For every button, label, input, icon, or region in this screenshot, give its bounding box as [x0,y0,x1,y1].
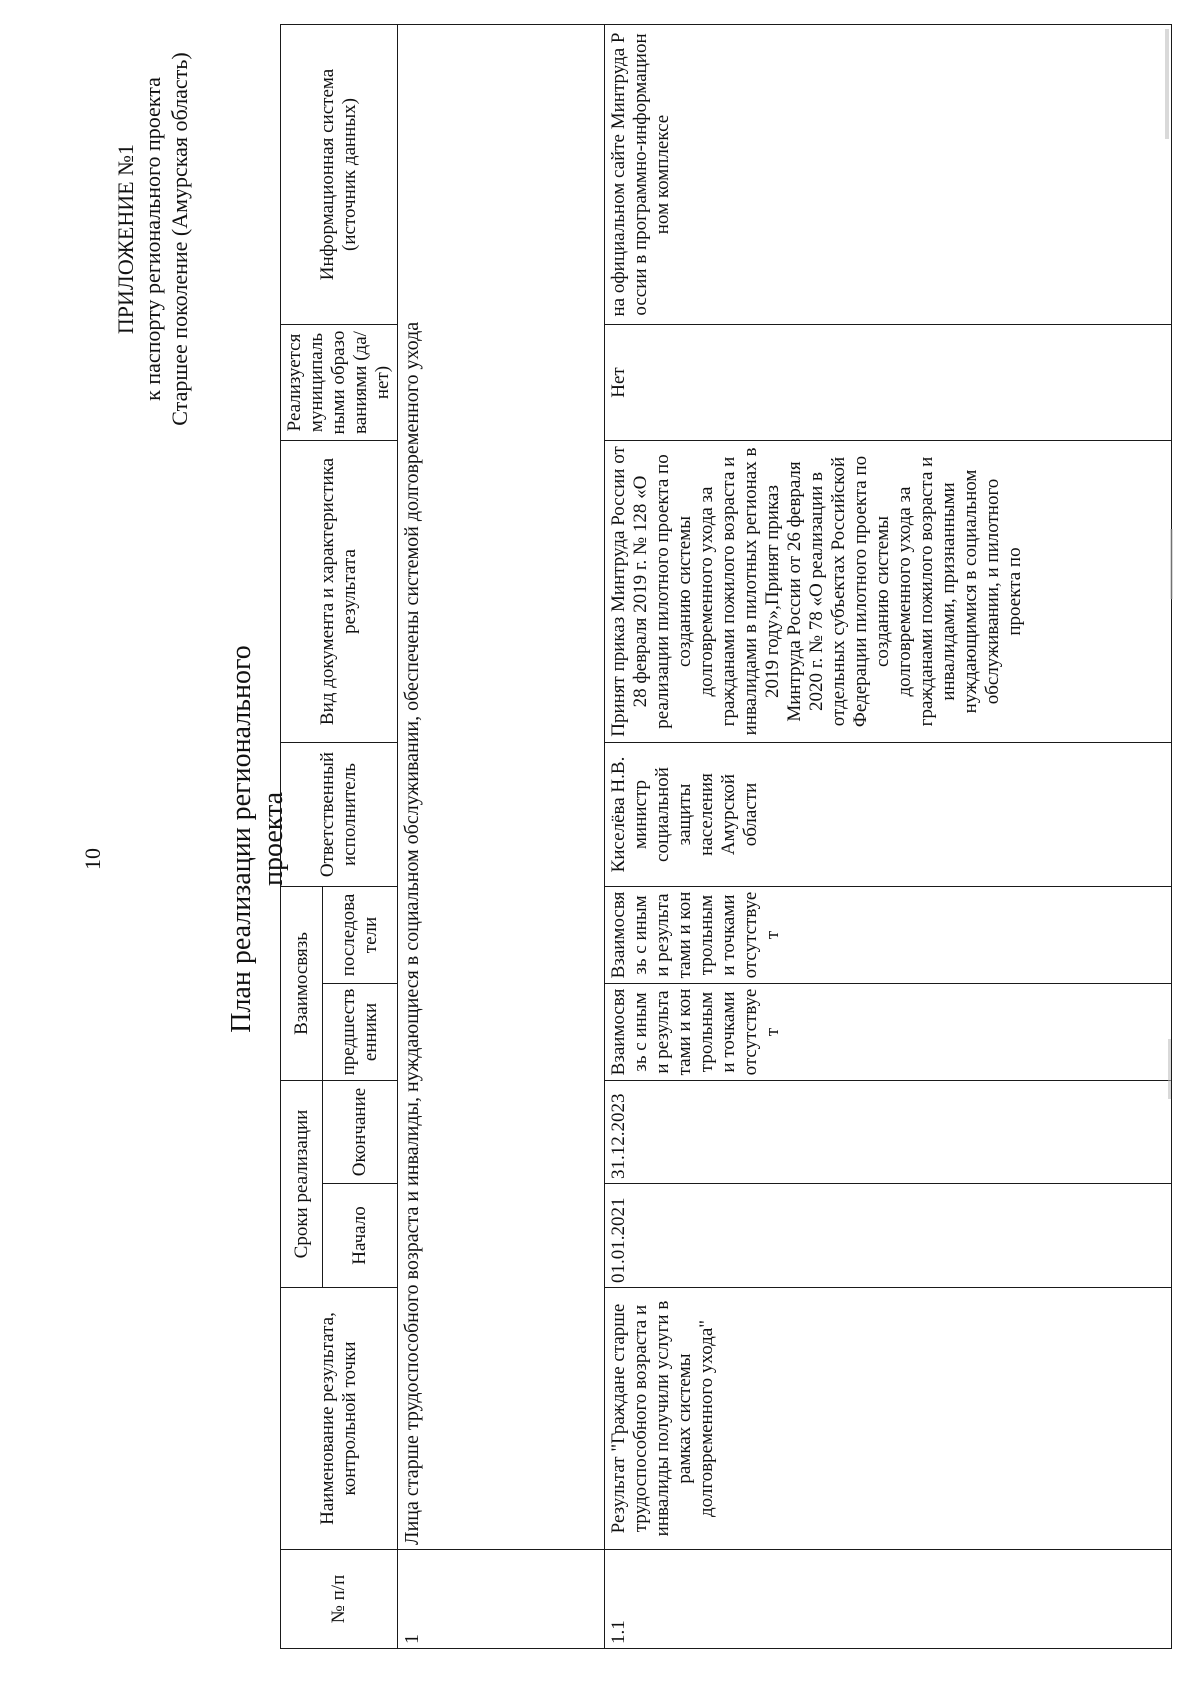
header-document: Вид документа и характеристика результата [281,441,398,743]
implementation-plan-table [280,24,1172,1649]
plan-title: План реализации регионального проекта [226,645,289,1033]
header-successors: последователи [323,887,398,984]
scan-artifact [1170,529,1173,599]
section-text: Лица старше трудоспособного возраста и инвалиды, нуждающиеся в социальном обслуживании, обеспечены системой долговременного ухода [398,25,605,1550]
appendix-subtitle: к паспорту регионального проекта [140,77,165,401]
appendix-title: ПРИЛОЖЕНИЕ №1 [113,143,138,335]
header-num: № п/п [281,1550,398,1649]
header-name: Наименование результата, контрольной точки [281,1288,398,1550]
row-document: Принят приказ Минтруда России от 28 февраля 2019 г. № 128 «О реализации пилотного проекта по созданию системы долговременного ухода за гражданами пожилого возраста и инвалидами в пилотных регионах в 2019 году»,Принят приказ Минтруда России от 26 февраля 2020 г. № 78 «О реализации в отдельных субъектах Российской Федерации пилотного проекта по созданию системы долговременного ухода за гражданами пожилого возраста и инвалидами, признанными нуждающимися в социальном обслуживании, и пилотного проекта по [605,441,1172,743]
scan-artifact [1165,29,1169,139]
header-end: Окончание [323,1081,398,1184]
row-num: 1.1 [605,1550,1172,1649]
row-predecessors: Взаимосвязь с иными результатами и контрольными точками отсутствует [605,984,1172,1081]
row-start-date: 01.01.2021 [605,1184,1172,1288]
header-terms: Сроки реализации [281,1081,323,1288]
row-responsible: Киселёва Н.В. министр социальной защиты населения Амурской области [605,743,1172,887]
appendix-header [112,29,193,449]
row-result-name: Результат "Граждане старше трудоспособного возраста и инвалиды получили услуги в рамках системы долговременного ухода" [605,1288,1172,1550]
row-municipal: Нет [605,325,1172,441]
section-num: 1 [398,1550,605,1649]
table-header-row [281,25,323,1649]
page-number: 10 [80,848,105,870]
header-start: Начало [323,1184,398,1288]
appendix-project-name: Старшее поколение (Амурская область) [167,52,192,426]
row-end-date: 31.12.2023 [605,1081,1172,1184]
header-predecessors: предшественники [323,984,398,1081]
scan-artifact [1168,1039,1171,1099]
section-row [398,25,605,1649]
table-row [605,25,1172,1649]
row-successors: Взаимосвязь с иными результатами и контрольными точками отсутствует [605,887,1172,984]
header-link: Взаимосвязь [281,887,323,1081]
header-municipal: Реализуется муниципальными образованиями (да/нет) [281,325,398,441]
row-info-system: на официальном сайте Минтруда России в программно-информационном комплексе [605,25,1172,325]
header-info-system: Информационная система (источник данных) [281,25,398,325]
header-responsible: Ответственный исполнитель [281,743,398,887]
